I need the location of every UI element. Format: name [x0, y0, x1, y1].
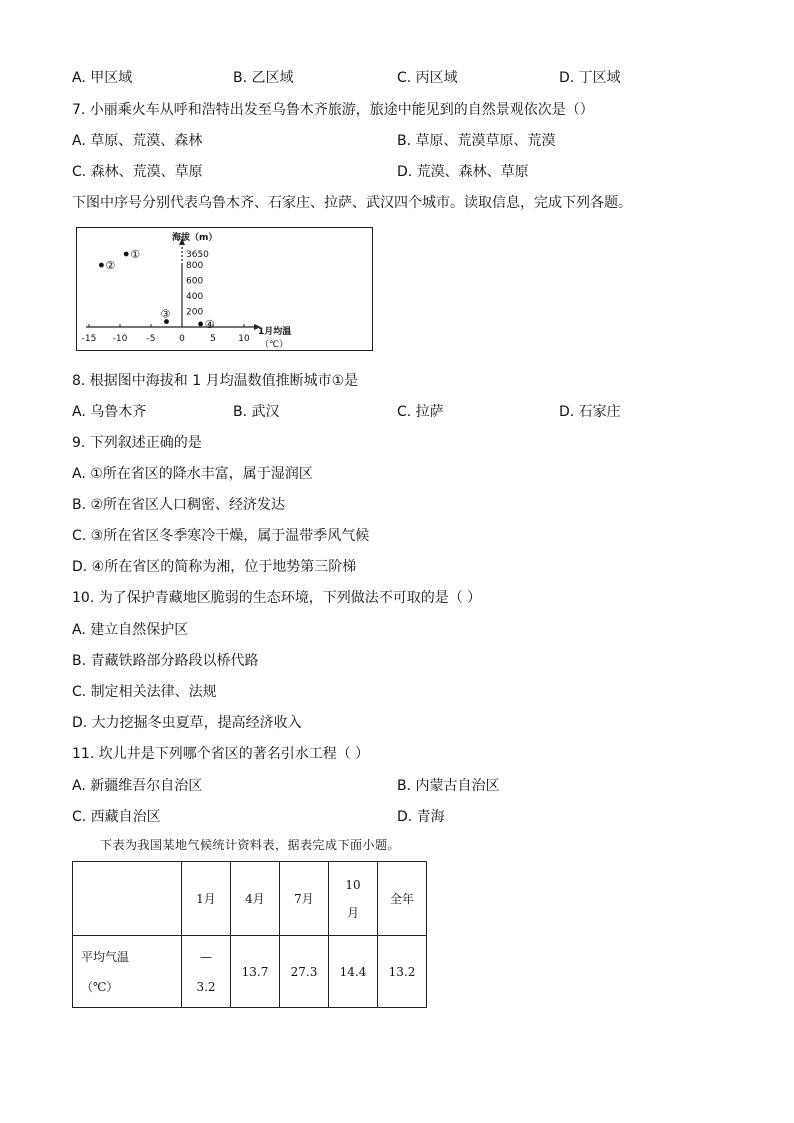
- q9-stem: 9. 下列叙述正确的是: [72, 435, 202, 451]
- table-header-cell: 全年: [378, 862, 427, 936]
- climate-table: [72, 861, 427, 1008]
- y-tick-label: 3650: [186, 250, 209, 260]
- table-cell: — 3.2: [182, 936, 231, 1008]
- q6-option-d: D. 丁区域: [559, 70, 621, 86]
- q11-option-c: C. 西藏自治区: [72, 809, 161, 825]
- q9-option-c: C. ③所在省区冬季寒冷干燥，属于温带季风气候: [72, 528, 370, 544]
- table-cell: 27.3: [280, 936, 329, 1008]
- x-tick-label: -10: [112, 334, 128, 344]
- data-point: [124, 252, 129, 257]
- table-header-cell: 1月: [182, 862, 231, 936]
- chart-frame: [77, 228, 373, 351]
- q11-option-a: A. 新疆维吾尔自治区: [72, 778, 203, 794]
- x-axis-unit: （℃）: [260, 340, 289, 350]
- table-header-cell: [73, 862, 182, 936]
- q7-option-b: B. 草原、荒漠草原、荒漠: [397, 133, 556, 149]
- y-axis-title: 海拔（m）: [172, 233, 218, 243]
- q10-option-d: D. 大力挖掘冬虫夏草，提高经济收入: [72, 715, 302, 731]
- point-label: ②: [105, 259, 116, 272]
- q7-option-a: A. 草原、荒漠、森林: [72, 133, 203, 149]
- y-tick-label: 200: [186, 307, 204, 318]
- q9-option-b: B. ②所在省区人口稠密、经济发达: [72, 497, 286, 513]
- q8-option-b: B. 武汉: [233, 404, 280, 420]
- table-cell: 13.7: [231, 936, 280, 1008]
- table-cell: 14.4: [329, 936, 378, 1008]
- scatter-chart: [76, 227, 373, 351]
- table-row-label: 平均气温 （℃）: [73, 936, 182, 1008]
- q6-option-a: A. 甲区域: [72, 70, 133, 86]
- x-tick-label: -15: [81, 334, 97, 344]
- y-tick-label: 800: [186, 261, 204, 271]
- q10-stem: 10. 为了保护青藏地区脆弱的生态环境，下列做法不可取的是（ ）: [72, 590, 482, 606]
- data-point: [99, 263, 104, 268]
- q8-option-d: D. 石家庄: [559, 404, 621, 420]
- q6-option-b: B. 乙区域: [233, 70, 294, 86]
- q9-option-d: D. ④所在省区的简称为湘，位于地势第三阶梯: [72, 559, 357, 575]
- q8-stem: 8. 根据图中海拔和 1 月均温数值推断城市①是: [72, 373, 359, 389]
- q8-option-c: C. 拉萨: [397, 404, 444, 420]
- data-point: [198, 322, 203, 327]
- q11-option-b: B. 内蒙古自治区: [397, 778, 500, 794]
- x-tick-label: 5: [210, 334, 216, 344]
- q11-stem: 11. 坎儿井是下列哪个省区的著名引水工程（ ）: [72, 746, 370, 762]
- y-tick-label: 600: [186, 276, 204, 287]
- q10-option-b: B. 青藏铁路部分路段以桥代路: [72, 653, 259, 669]
- table-row: [73, 936, 427, 1008]
- table-header-cell: 10 月: [329, 862, 378, 936]
- point-label: ③: [160, 307, 171, 321]
- table-header-row: [73, 862, 427, 936]
- y-tick-label: 400: [186, 292, 204, 302]
- x-tick-label: -5: [146, 334, 156, 344]
- point-label: ①: [130, 248, 141, 261]
- table-header-cell: 4月: [231, 862, 280, 936]
- q10-option-a: A. 建立自然保护区: [72, 622, 189, 638]
- q9-option-a: A. ①所在省区的降水丰富，属于湿润区: [72, 466, 313, 482]
- q6-option-c: C. 丙区域: [397, 70, 458, 86]
- x-tick-label: 10: [238, 334, 250, 344]
- table-caption: 下表为我国某地气候统计资料表，据表完成下面小题。: [100, 838, 401, 852]
- q11-option-d: D. 青海: [397, 809, 445, 825]
- table-cell: 13.2: [378, 936, 427, 1008]
- x-tick-label: 0: [179, 334, 185, 344]
- q7-option-c: C. 森林、荒漠、草原: [72, 164, 203, 180]
- x-axis-title: 1月均温: [258, 327, 292, 337]
- q10-option-c: C. 制定相关法律、法规: [72, 684, 217, 700]
- q7-option-d: D. 荒漠、森林、草原: [397, 164, 529, 180]
- point-label: ④: [204, 317, 215, 331]
- table-header-cell: 7月: [280, 862, 329, 936]
- intro-8-9: 下图中序号分别代表乌鲁木齐、石家庄、拉萨、武汉四个城市。读取信息，完成下列各题。: [72, 195, 632, 211]
- q8-option-a: A. 乌鲁木齐: [72, 404, 147, 420]
- q7-stem: 7. 小丽乘火车从呼和浩特出发至乌鲁木齐旅游，旅途中能见到的自然景观依次是（）: [72, 102, 594, 118]
